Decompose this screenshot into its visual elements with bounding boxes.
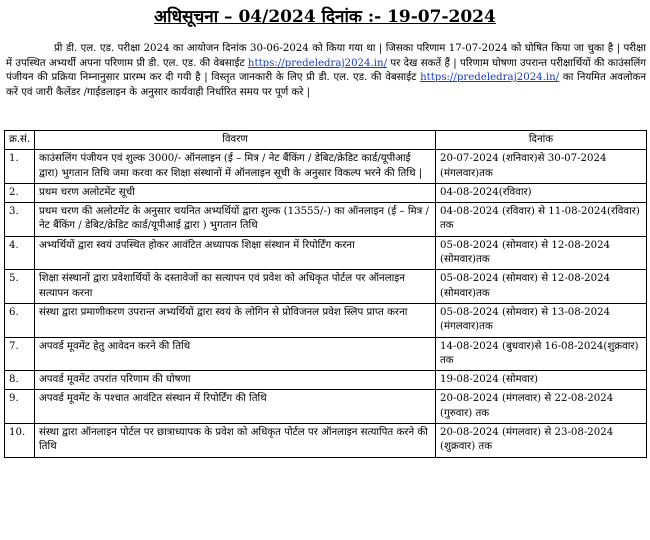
serial-cell: 2. xyxy=(5,183,35,202)
intro-paragraph xyxy=(6,42,646,100)
notification-title: अधिसूचना – 04/2024 दिनांक :- 19-07-2024 xyxy=(154,7,496,27)
description-cell: प्रथम चरण की अलोटमेंट के अनुसार चयनित अभ्यर्थियों द्वारा शुल्क (13555/-) का ऑनलाइन (ई – मित्र / नेट बैंकिंग / डेबिट/क्रेडिट कार्ड/यूपीआई द्वारा ) भुगतान तिथि xyxy=(35,203,436,237)
description-cell: प्रथम चरण अलोटमेंट सूची xyxy=(35,183,436,202)
date-cell: 05-08-2024 (सोमवार) से 12-08-2024 (सोमवार)तक xyxy=(436,270,647,304)
serial-cell: 7. xyxy=(5,337,35,371)
description-cell: शिक्षा संस्थानों द्वारा प्रवेशार्थियों के दस्तावेजों का सत्यापन एवं प्रवेश को अधिकृत पोर्टल पर ऑनलाइन सत्यापन करना xyxy=(35,270,436,304)
serial-cell: 1. xyxy=(5,150,35,184)
description-cell: संस्था द्वारा प्रमाणीकरण उपरान्त अभ्यर्थियों द्वारा स्वयं के लोगिन से प्रोविजनल प्रवेश स्लिप प्राप्त करना xyxy=(35,303,436,337)
schedule-table xyxy=(4,130,647,458)
serial-cell: 9. xyxy=(5,390,35,424)
table-row xyxy=(5,390,647,424)
date-cell: 04-08-2024(रविवार) xyxy=(436,183,647,202)
table-row xyxy=(5,203,647,237)
serial-cell: 4. xyxy=(5,236,35,270)
date-cell: 05-08-2024 (सोमवार) से 12-08-2024 (सोमवार)तक xyxy=(436,236,647,270)
date-cell: 20-07-2024 (शनिवार)से 30-07-2024 (मंगलवार)तक xyxy=(436,150,647,184)
table-row xyxy=(5,424,647,458)
website-link-2[interactable]: https://predeledraj2024.in/ xyxy=(420,72,560,83)
description-cell: अपवर्ड मूवमेंट उपरांत परिणाम की घोषणा xyxy=(35,371,436,390)
table-row xyxy=(5,183,647,202)
table-row xyxy=(5,337,647,371)
serial-cell: 8. xyxy=(5,371,35,390)
serial-cell: 10. xyxy=(5,424,35,458)
table-row xyxy=(5,236,647,270)
date-cell: 19-08-2024 (सोमवार) xyxy=(436,371,647,390)
table-header-row xyxy=(5,131,647,150)
intro-text-1: प्री डी. एल. एड. परीक्षा 2024 का आयोजन दिनांक 30-06-2024 को किया गया था | जिसका परिणाम 17-07-2024 को घोषित किया जा चुका है | परीक्षा में उपस्थित अभ्यर्थी अपना परिणाम प्री डी. एल. एड. की वेबसाईट xyxy=(6,43,646,69)
intro-text-3: का नियमित अवलोकन करें एवं जारी कैलेंडर /गाईडलाइन के अनुसार कार्यवाही निर्धारित समय पर पूर्ण करे | xyxy=(6,72,646,98)
date-cell: 05-08-2024 (सोमवार) से 13-08-2024 (मंगलवार)तक xyxy=(436,303,647,337)
date-cell: 14-08-2024 (बुधवार)से 16-08-2024(शुक्रवार) तक xyxy=(436,337,647,371)
table-row xyxy=(5,303,647,337)
date-cell: 20-08-2024 (मंगलवार) से 23-08-2024 (शुक्रवार) तक xyxy=(436,424,647,458)
serial-cell: 5. xyxy=(5,270,35,304)
date-cell: 04-08-2024 (रविवार) से 11-08-2024(रविवार) तक xyxy=(436,203,647,237)
description-cell: संस्था द्वारा ऑनलाइन पोर्टल पर छात्राध्यापक के प्रवेश को अधिकृत पोर्टल पर ऑनलाइन सत्यापित करने की तिथि xyxy=(35,424,436,458)
table-row xyxy=(5,371,647,390)
serial-cell: 6. xyxy=(5,303,35,337)
intro-text-2: पर देख सकतें हैं | परिणाम घोषणा उपरान्त परीक्षार्थियों की काउंसलिंग पंजीयन की प्रक्रिया निम्नानुसार प्रारम्भ कर दी गयी है | विस्तृत जानकारी के लिए प्री डी. एल. एड. की वेबसाईट xyxy=(6,57,646,83)
table-row xyxy=(5,150,647,184)
description-cell: अभ्यर्थियों द्वारा स्वयं उपस्थित होकर आवंटित अध्यापक शिक्षा संस्थान में रिपोर्टिंग करना xyxy=(35,236,436,270)
header-date: दिनांक xyxy=(436,131,647,150)
table-row xyxy=(5,270,647,304)
website-link-1[interactable]: https://predeledraj2024.in/ xyxy=(247,57,388,69)
description-cell: अपवर्ड मूवमेंट हेतु आवेदन करने की तिथि xyxy=(35,337,436,371)
header-description: विवरण xyxy=(35,131,436,150)
header-serial: क्र.सं. xyxy=(5,131,35,150)
description-cell: काउंसलिंग पंजीयन एवं शुल्क 3000/- ऑनलाइन (ई – मित्र / नेट बैंकिंग / डेबिट/क्रेडिट कार्ड/यूपीआई द्वारा) भुगतान तिथि जमा करवा कर शिक्षा संस्थानों में ऑनलाइन सूची के अनुसार विकल्प भरने की तिथि | xyxy=(35,150,436,184)
date-cell: 20-08-2024 (मंगलवार) से 22-08-2024 (गुरुवार) तक xyxy=(436,390,647,424)
serial-cell: 3. xyxy=(5,203,35,237)
description-cell: अपवर्ड मूवमेंट के पश्चात आवंटित संस्थान में रिपोर्टिंग की तिथि xyxy=(35,390,436,424)
